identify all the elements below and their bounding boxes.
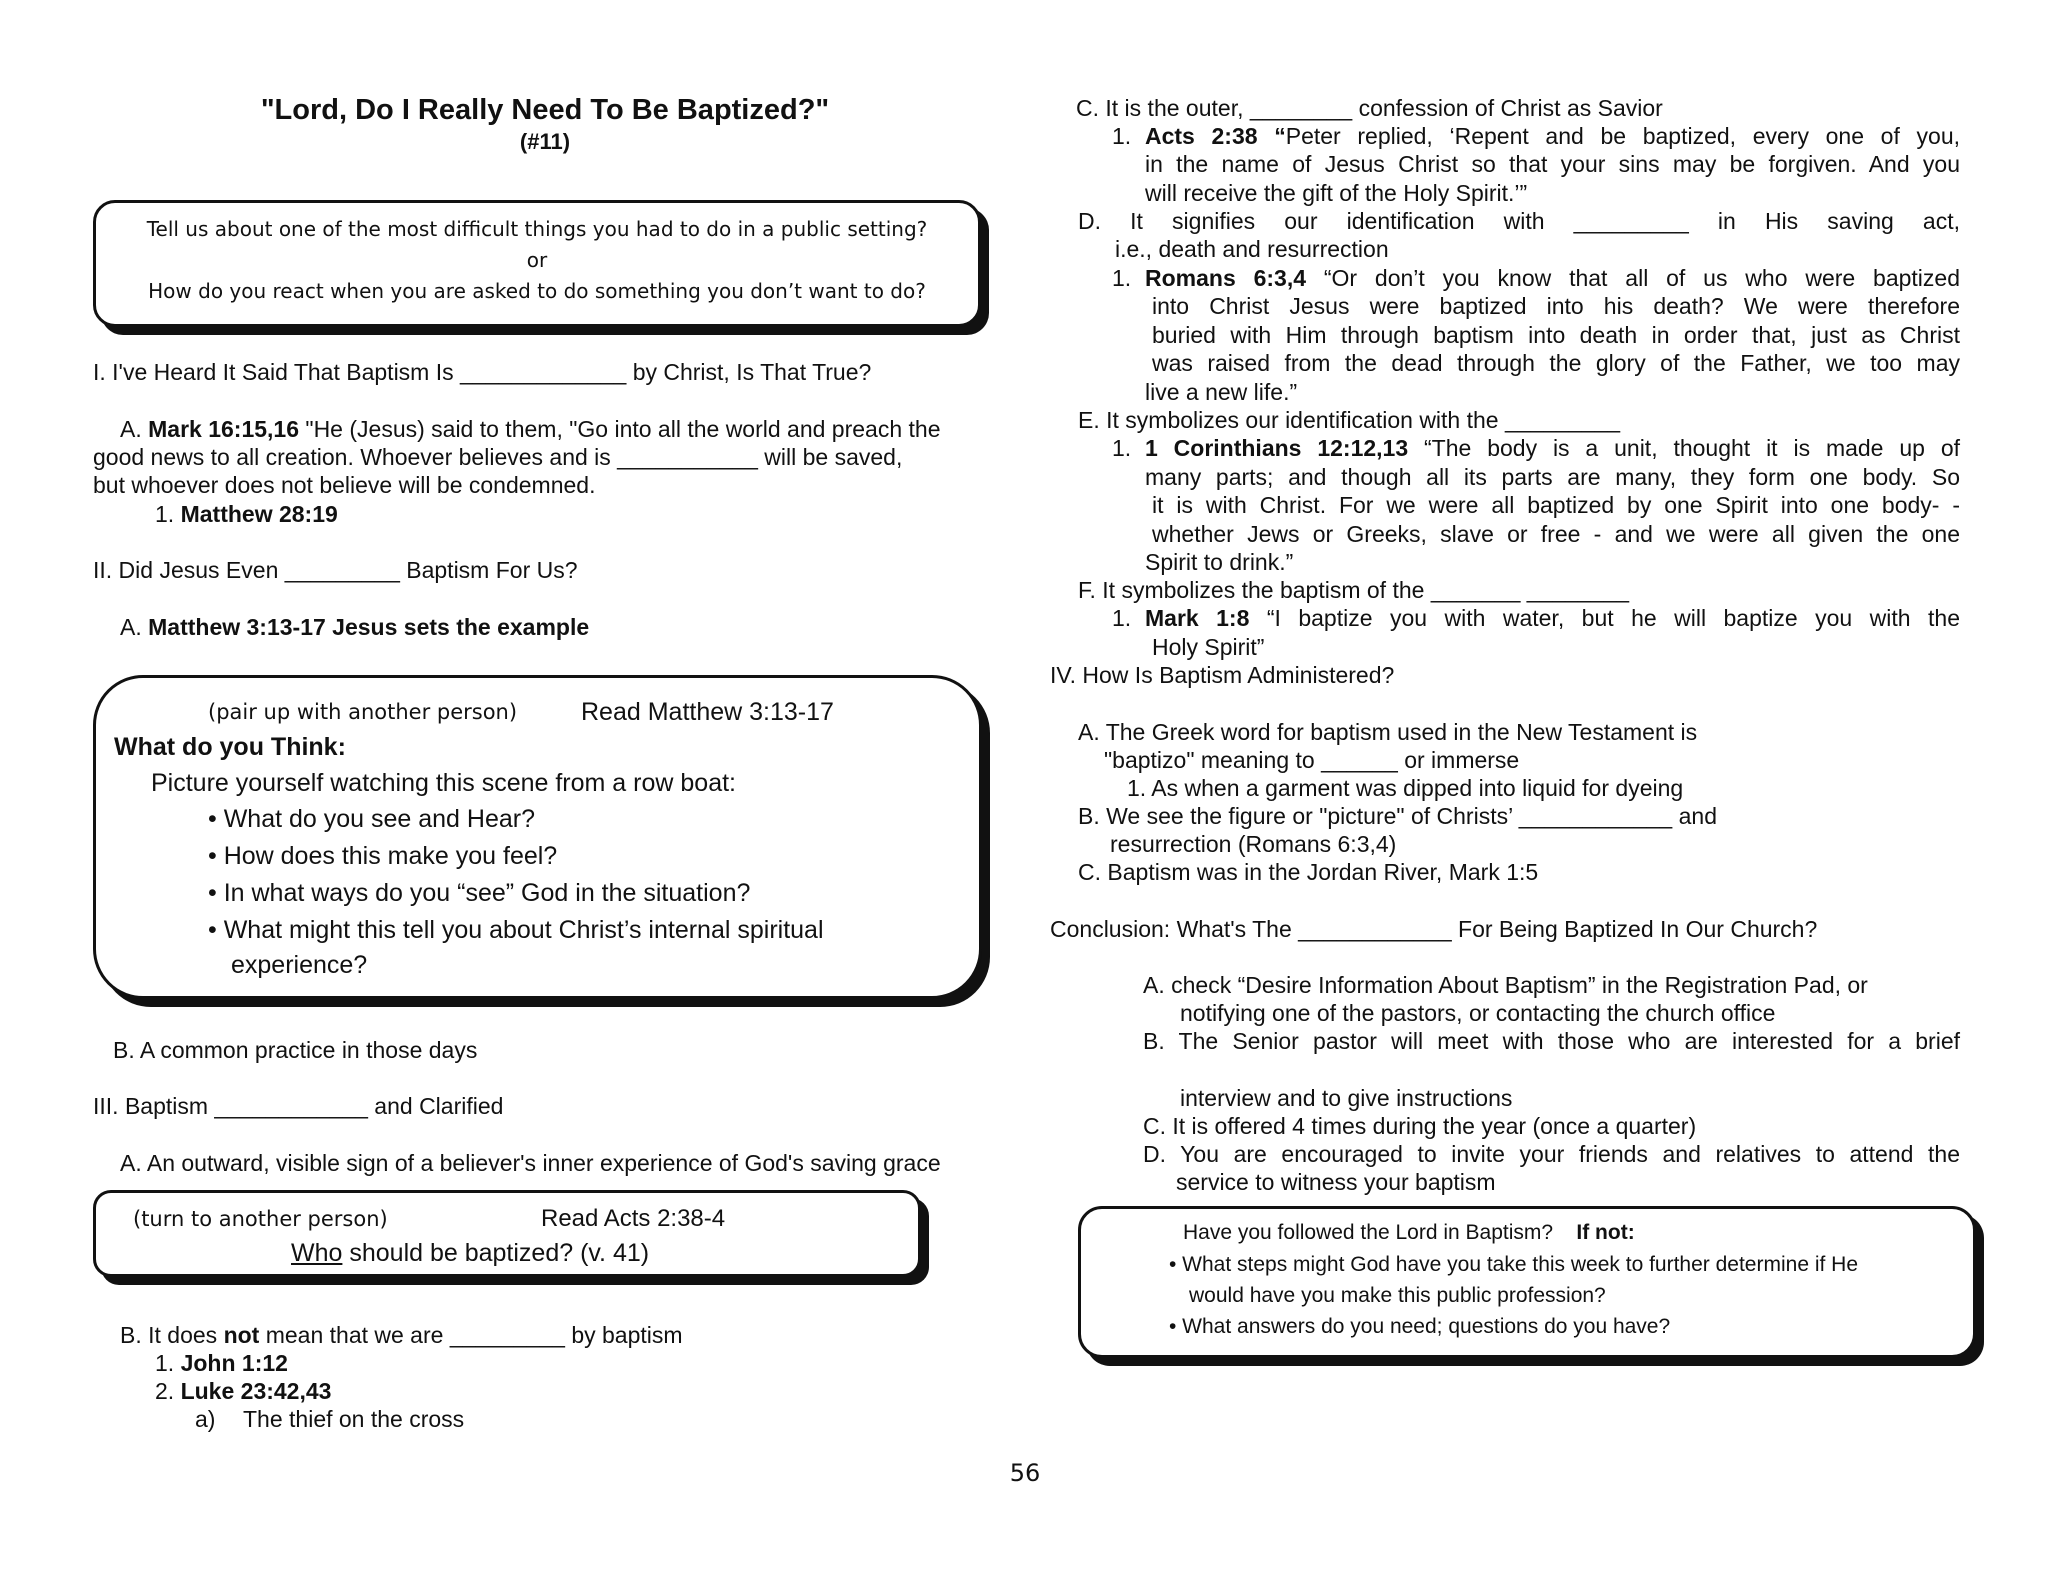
- text-line: D. It signifies our identification with _________ in His saving act,: [1078, 208, 1960, 234]
- section-3-b-1: [155, 1349, 288, 1377]
- conclusion-d-line-2: service to witness your baptism: [1176, 1169, 1496, 1195]
- item-number: 1.: [155, 1350, 181, 1376]
- text-line: D. You are encouraged to invite your friends and relatives to attend the: [1143, 1141, 1960, 1167]
- text-line: buried with Him through baptism into death in order that, just as Christ: [1152, 321, 1960, 348]
- scripture-ref: Matthew 3:13-17 Jesus sets the example: [148, 614, 590, 640]
- section-4-a-line-2: "baptizo" meaning to ______ or immerse: [1104, 747, 1520, 773]
- text-line: whether Jews or Greeks, slave or free - and we were all given the one: [1152, 520, 1960, 547]
- conclusion-a-line-1: A. check “Desire Information About Baptism” in the Registration Pad, or: [1143, 972, 1868, 998]
- box-bullet: • What steps might God have you take this week to further determine if He: [1169, 1253, 1859, 1276]
- conclusion-d-line-1: [1143, 1140, 1960, 1169]
- section-2-a: [120, 613, 589, 641]
- point-f-1-num: 1.: [1112, 605, 1132, 631]
- point-c-1-num: 1.: [1112, 123, 1132, 149]
- section-4-b-line-2: resurrection (Romans 6:3,4): [1110, 831, 1397, 857]
- box-bullet-continuation: experience?: [231, 951, 368, 979]
- point-d-1-cont: [1152, 292, 1960, 378]
- intro-discussion-box: [93, 200, 981, 327]
- conclusion-b-line-1: [1143, 1027, 1960, 1056]
- text: B. It does: [120, 1322, 224, 1348]
- point-c-heading: C. It is the outer, ________ confession of Christ as Savior: [1076, 95, 1663, 121]
- intro-question-2: How do you react when you are asked to do something you don’t want to do?: [148, 279, 926, 303]
- point-e-1-last: Spirit to drink.”: [1145, 549, 1294, 575]
- text: mean that we are _________ by baptism: [259, 1322, 683, 1348]
- section-3-b-2-a-label: a): [195, 1406, 216, 1432]
- section-4-a-line-1: A. The Greek word for baptism used in the New Testament is: [1078, 719, 1698, 745]
- item-prefix: A.: [120, 416, 149, 442]
- intro-or: or: [526, 248, 548, 272]
- text-line: in the name of Jesus Christ so that your sins may be forgiven. And you: [1145, 151, 1960, 177]
- section-3-a: A. An outward, visible sign of a believer's inner experience of God's saving grace: [120, 1150, 941, 1176]
- scripture-text: Peter replied, ‘Repent and be baptized, every one of you,: [1285, 123, 1960, 149]
- follow-up-box: [1078, 1206, 1976, 1358]
- point-f-heading: F. It symbolizes the baptism of the _______ ________: [1078, 577, 1630, 603]
- conclusion-b-line-2: interview and to give instructions: [1180, 1085, 1513, 1111]
- section-4-a-1: 1. As when a garment was dipped into liquid for dyeing: [1127, 775, 1684, 801]
- box-bullet: • What might this tell you about Christ’s internal spiritual: [208, 916, 824, 944]
- conclusion-a-line-2: notifying one of the pastors, or contacting the church office: [1180, 1000, 1776, 1026]
- page-title: "Lord, Do I Really Need To Be Baptized?": [260, 94, 830, 126]
- scripture-ref: Acts 2:38 “: [1145, 123, 1286, 149]
- box-question: [291, 1239, 649, 1267]
- box-question: [1183, 1219, 1635, 1247]
- text-line: many parts; and though all its parts are many, they form one body. So: [1145, 463, 1960, 490]
- box-bullet: • How does this make you feel?: [208, 842, 558, 870]
- box-bullet: • What do you see and Hear?: [208, 805, 536, 833]
- question-text: Have you followed the Lord in Baptism?: [1183, 1221, 1554, 1244]
- point-f-1-last: Holy Spirit”: [1152, 634, 1265, 660]
- section-1-a-1: [155, 500, 338, 528]
- section-4-b-line-1: B. We see the figure or "picture" of Christs’ ____________ and: [1078, 803, 1717, 829]
- scripture-text: “Or don’t you know that all of us who were baptized: [1306, 265, 1960, 291]
- box-bullet: • In what ways do you “see” God in the situation?: [208, 879, 751, 907]
- box-bullet: • What answers do you need; questions do you have?: [1169, 1315, 1671, 1338]
- question-text: should be baptized? (v. 41): [342, 1239, 650, 1267]
- item-prefix: A.: [120, 614, 149, 640]
- if-not-label: If not:: [1576, 1221, 1635, 1244]
- matthew-discussion-box: [93, 675, 982, 999]
- section-3-b-2-a-text: The thief on the cross: [243, 1406, 465, 1432]
- section-1-a-line-1: [120, 415, 941, 443]
- point-e-1-cont: [1152, 491, 1960, 548]
- box-read-reference: Read Acts 2:38-4: [541, 1205, 726, 1232]
- scripture-ref: Matthew 28:19: [180, 501, 338, 527]
- point-d-1-num: 1.: [1112, 265, 1132, 291]
- point-d-1-text: [1145, 264, 1960, 293]
- box-bullet-continuation: would have you make this public profession?: [1189, 1284, 1606, 1307]
- box-title: What do you Think:: [114, 733, 346, 761]
- text-line: B. The Senior pastor will meet with those who are interested for a brief: [1143, 1028, 1960, 1054]
- section-2-b: B. A common practice in those days: [113, 1037, 478, 1063]
- section-2-heading: II. Did Jesus Even _________ Baptism For Us?: [93, 557, 578, 583]
- point-e-1-text: [1145, 434, 1960, 491]
- box-instruction: (pair up with another person): [208, 700, 518, 724]
- underlined-word: Who: [291, 1239, 343, 1267]
- text-line: was raised from the dead through the glory of the Father, we too may: [1152, 350, 1960, 376]
- text-line: into Christ Jesus were baptized into his death? We were therefore: [1152, 293, 1960, 319]
- point-c-1-text: [1145, 122, 1960, 151]
- text-line: will receive the gift of the Holy Spirit.’”: [1145, 179, 1528, 206]
- text-line: [1145, 122, 1960, 151]
- scripture-ref: Mark 16:15,16: [148, 416, 300, 442]
- lesson-number: (#11): [519, 129, 571, 154]
- item-number: 2.: [155, 1378, 181, 1404]
- section-3-heading: III. Baptism ____________ and Clarified: [93, 1093, 504, 1119]
- point-c-1-cont: [1145, 150, 1960, 207]
- section-3-b: [120, 1321, 683, 1349]
- section-1-heading: I. I've Heard It Said That Baptism Is _____________ by Christ, Is That True?: [93, 359, 872, 385]
- section-4-c: C. Baptism was in the Jordan River, Mark 1:5: [1078, 859, 1539, 885]
- scripture-ref: Mark 1:8: [1145, 605, 1250, 631]
- section-1-a-line-2: good news to all creation. Whoever believes and is ___________ will be saved,: [93, 444, 903, 470]
- scripture-ref: John 1:12: [180, 1350, 288, 1376]
- intro-question-1: Tell us about one of the most difficult things you had to do in a public setting?: [146, 217, 928, 241]
- item-number: 1.: [155, 501, 181, 527]
- scripture-ref: Romans 6:3,4: [1145, 265, 1307, 291]
- box-instruction: (turn to another person): [133, 1207, 388, 1231]
- text-line: it is with Christ. For we were all baptized by one Spirit into one body- -: [1152, 492, 1960, 518]
- section-3-b-2: [155, 1377, 331, 1405]
- scripture-text: “I baptize you with water, but he will baptize you with the: [1249, 605, 1960, 631]
- emphasis: not: [223, 1322, 260, 1348]
- box-lead: Picture yourself watching this scene from a row boat:: [151, 769, 736, 797]
- point-e-heading: E. It symbolizes our identification with the _________: [1078, 407, 1621, 433]
- scripture-text: "He (Jesus) said to them, "Go into all the world and preach the: [299, 416, 941, 442]
- point-d-heading: [1078, 207, 1960, 236]
- conclusion-heading: Conclusion: What's The ____________ For Being Baptized In Our Church?: [1050, 916, 1818, 942]
- scripture-ref: 1 Corinthians 12:12,13: [1145, 435, 1409, 461]
- text-line: [1145, 604, 1960, 633]
- point-f-1-text: [1145, 604, 1960, 633]
- section-1-a-line-3: but whoever does not believe will be condemned.: [93, 472, 596, 498]
- text-line: [1145, 434, 1960, 463]
- point-d-heading-cont: i.e., death and resurrection: [1115, 236, 1389, 262]
- page-number: 56: [1009, 1459, 1041, 1487]
- scripture-text: “The body is a unit, thought it is made up of: [1408, 435, 1960, 461]
- conclusion-c: C. It is offered 4 times during the year (once a quarter): [1143, 1113, 1697, 1139]
- point-d-1-last: live a new life.”: [1145, 379, 1298, 405]
- box-read-reference: Read Matthew 3:13-17: [581, 698, 834, 726]
- scripture-ref: Luke 23:42,43: [180, 1378, 332, 1404]
- text-line: [1145, 264, 1960, 293]
- section-4-heading: IV. How Is Baptism Administered?: [1050, 662, 1395, 688]
- acts-discussion-box: [93, 1190, 921, 1277]
- point-e-1-num: 1.: [1112, 435, 1132, 461]
